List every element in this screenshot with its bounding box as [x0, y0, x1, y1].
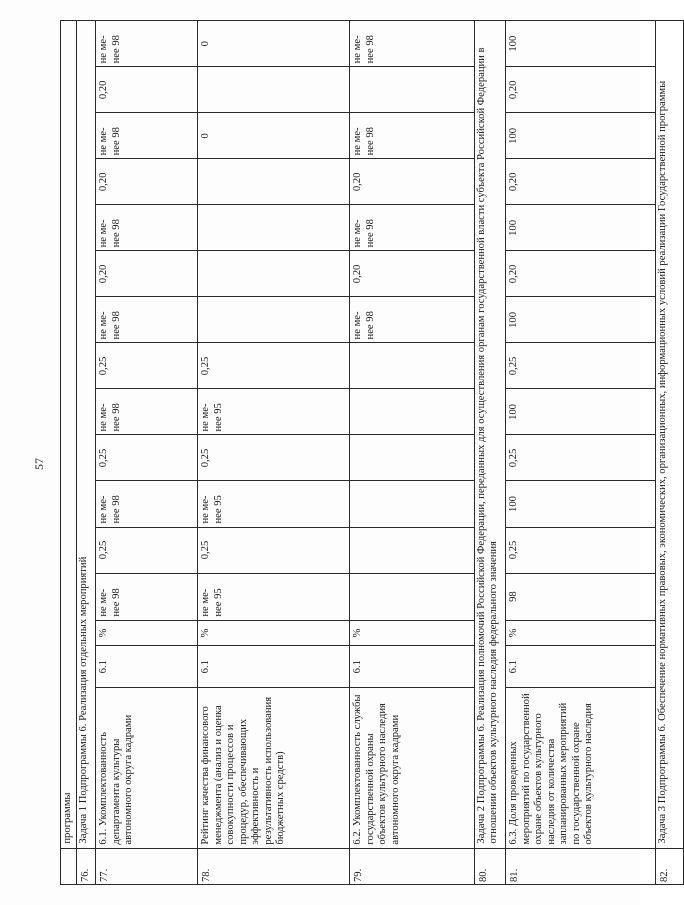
row-number: 81.: [506, 848, 656, 884]
cell-text: 100: [508, 496, 519, 512]
section-title: программы: [61, 21, 77, 849]
section-title: Задача 2 Подпрограммы 6. Реализация полномочий Российской Федерации, переданных для осуществления органам государственной власти субъекта Российской Федерации в отношении объектов культурного наследия федерального значения: [475, 21, 506, 849]
weight-value: [96, 251, 198, 297]
cell-text: 0,25: [508, 448, 519, 468]
cell-text: 100: [508, 127, 519, 144]
weight-value: [350, 159, 475, 205]
target-value: [506, 21, 656, 67]
cell-text: не ме-нее 98: [352, 127, 376, 156]
target-value: [350, 389, 475, 435]
cell-text: 0,25: [98, 448, 109, 468]
target-value: [350, 481, 475, 527]
target-value: [198, 297, 350, 343]
target-value: [350, 297, 475, 343]
cell-text: 100: [508, 404, 519, 420]
indicator-name: 6.3. Доля проведенных мероприятий по государственной охране объектов культурного наследия от количества запланированных мероприятий по государственной охране объектов культурного наследия: [506, 688, 656, 849]
target-value: [506, 297, 656, 343]
target-value: [96, 21, 198, 67]
row-number: 82.: [656, 848, 684, 884]
weight-value: [96, 159, 198, 205]
row-number: 77.: [96, 848, 198, 884]
unit: %: [198, 620, 350, 646]
cell-text: не ме-нее 98: [98, 127, 122, 156]
weight-value: [506, 251, 656, 297]
table-row: [96, 21, 198, 885]
unit: %: [96, 620, 198, 646]
cell-text: 0,20: [98, 80, 109, 100]
indicators-table: [60, 20, 684, 885]
row-number: 78.: [198, 848, 350, 884]
weight-value: [96, 527, 198, 573]
weight-value: [506, 67, 656, 113]
table-row: [350, 21, 475, 885]
target-value: [96, 205, 198, 251]
indicator-name: 6.2. Укомплектованность службы государственной охраны объектов культурного наследия автономного округа кадрами: [350, 688, 475, 849]
weight-value: [198, 159, 350, 205]
row-number: 80.: [475, 848, 506, 884]
cell-text: 100: [508, 219, 519, 236]
row-number: 79.: [350, 848, 475, 884]
target-value: [198, 389, 350, 435]
section-title: Задача 1 Подпрограммы 6. Реализация отдельных мероприятий: [76, 21, 96, 849]
table-row: [198, 21, 350, 885]
cell-text: 0,25: [98, 540, 109, 560]
target-value: [96, 113, 198, 159]
weight-value: [350, 527, 475, 573]
indicator-name: 6.1. Укомплектованность департамента культуры автономного округа кадрами: [96, 688, 198, 849]
weight-value: [506, 159, 656, 205]
weight-value: [198, 527, 350, 573]
weight-value: [350, 343, 475, 389]
target-value: [350, 113, 475, 159]
target-value: [96, 481, 198, 527]
cell-text: 0: [200, 133, 211, 139]
cell-text: не ме-нее 98: [98, 403, 122, 432]
cell-text: 0,25: [200, 448, 211, 468]
cell-text: не ме-нее 98: [98, 311, 122, 340]
section-row: [475, 21, 506, 885]
unit: %: [350, 620, 475, 646]
target-value: [198, 113, 350, 159]
target-value: [506, 113, 656, 159]
target-value: [96, 297, 198, 343]
basis-code: 6.1: [350, 646, 475, 688]
section-row: [656, 21, 684, 885]
page-number: 57: [32, 458, 46, 470]
weight-value: [96, 435, 198, 481]
basis-code: 6.1: [96, 646, 198, 688]
weight-value: [506, 527, 656, 573]
row-number: [61, 848, 77, 884]
weight-value: [198, 251, 350, 297]
cell-text: 0,20: [508, 172, 519, 192]
cell-text: не ме-нее 95: [200, 403, 224, 432]
cell-text: 0,20: [508, 80, 519, 100]
unit: %: [506, 620, 656, 646]
row-number: 76.: [76, 848, 96, 884]
cell-text: 0,20: [98, 172, 109, 192]
target-value: [198, 481, 350, 527]
table-body: [61, 21, 684, 885]
cell-text: не ме-нее 98: [352, 219, 376, 248]
basis-code: 6.1: [198, 646, 350, 688]
target-value: [506, 389, 656, 435]
weight-value: [350, 435, 475, 481]
cell-text: не ме-нее 98: [98, 495, 122, 524]
cell-text: не ме-нее 95: [200, 588, 224, 617]
cell-text: 0,25: [508, 540, 519, 560]
cell-text: не ме-нее 98: [98, 588, 122, 617]
section-row: [76, 21, 96, 885]
rotated-table-wrapper: [32, 20, 670, 885]
basis-code: 6.1: [506, 646, 656, 688]
target-value: [350, 573, 475, 620]
weight-value: [96, 67, 198, 113]
weight-value: [198, 435, 350, 481]
cell-text: не ме-нее 98: [98, 219, 122, 248]
cell-text: 0,20: [352, 264, 363, 284]
cell-text: 100: [508, 312, 519, 328]
weight-value: [506, 435, 656, 481]
weight-value: [198, 343, 350, 389]
cell-text: 0,25: [98, 356, 109, 376]
cell-text: 0,20: [98, 264, 109, 284]
weight-value: [198, 67, 350, 113]
cell-text: 100: [508, 35, 519, 52]
cell-text: не ме-нее 98: [352, 311, 376, 340]
weight-value: [350, 67, 475, 113]
target-value: [350, 21, 475, 67]
section-row: [61, 21, 77, 885]
weight-value: [506, 343, 656, 389]
cell-text: 0,20: [508, 264, 519, 284]
target-value: [506, 205, 656, 251]
target-value: [198, 21, 350, 67]
weight-value: [350, 251, 475, 297]
cell-text: 0,20: [352, 172, 363, 192]
section-title: Задача 3 Подпрограммы 6. Обеспечение нормативных правовых, экономических, организационных, информационных условий реализации Государственной программы: [656, 21, 684, 849]
cell-text: 0,25: [200, 356, 211, 376]
table-row: [506, 21, 656, 885]
target-value: [96, 389, 198, 435]
indicator-name: Рейтинг качества финансового менеджмента (анализ и оценка совокупности процессов и процедур, обеспечивающих эффективность и результативность использования бюджетных средств): [198, 688, 350, 849]
target-value: [96, 573, 198, 620]
cell-text: не ме-нее 98: [352, 35, 376, 64]
cell-text: не ме-нее 98: [98, 35, 122, 64]
target-value: [506, 481, 656, 527]
cell-text: 0,25: [508, 356, 519, 376]
target-value: [198, 205, 350, 251]
cell-text: не ме-нее 95: [200, 495, 224, 524]
target-value: [198, 573, 350, 620]
target-value: [506, 573, 656, 620]
cell-text: 0: [200, 41, 211, 47]
weight-value: [96, 343, 198, 389]
cell-text: 0,25: [200, 540, 211, 560]
target-value: [350, 205, 475, 251]
cell-text: 98: [508, 591, 519, 602]
